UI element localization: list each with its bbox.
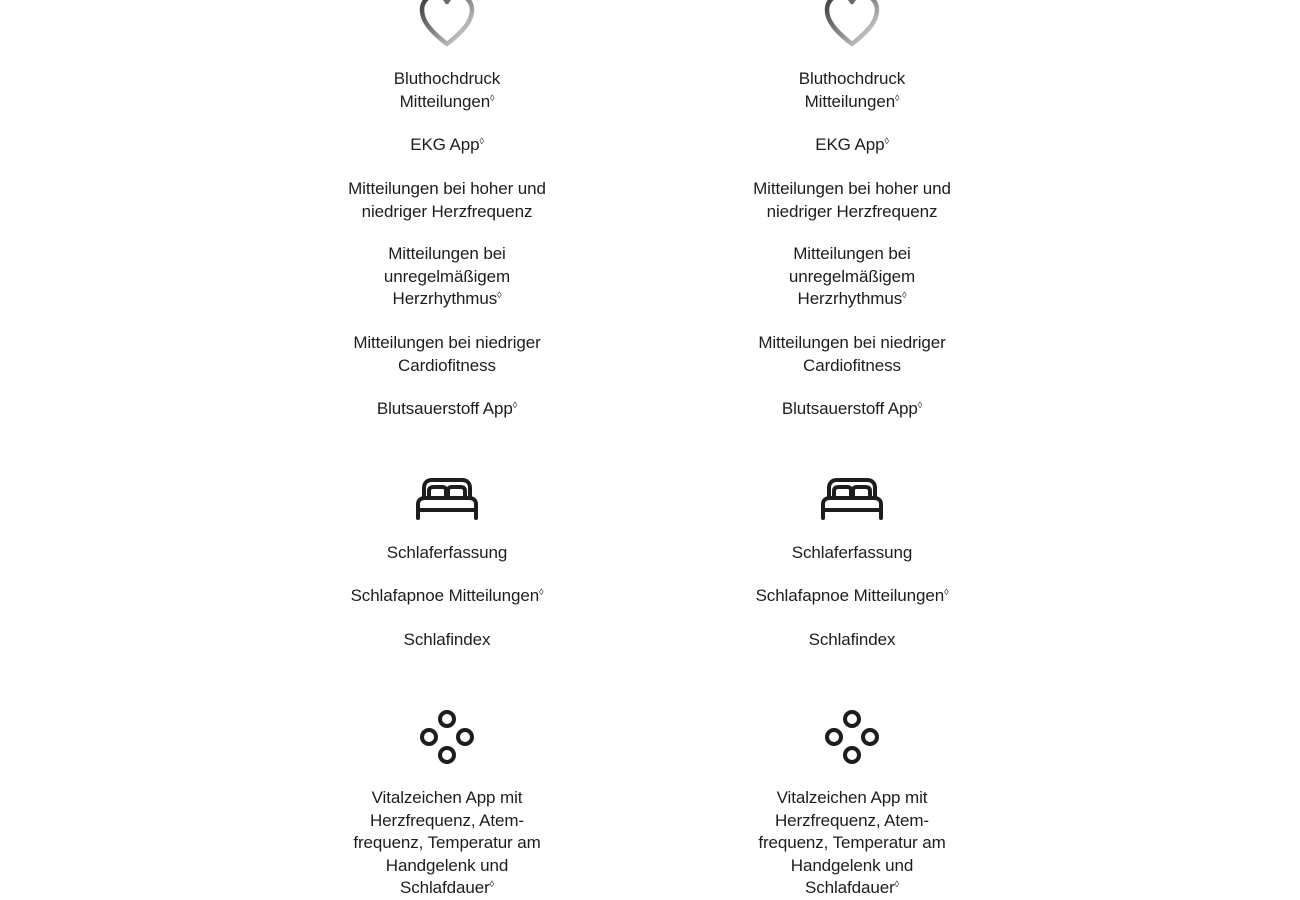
feature-ecg-app: EKG App◊: [815, 135, 889, 154]
feature-sleep-score: Schlafindex: [808, 630, 896, 649]
feature-blood-oxygen: Blutsauerstoff App◊: [781, 399, 923, 418]
feature-blood-pressure: Bluthochdruck Mitteilungen◊: [798, 69, 906, 111]
vitals-icon: [419, 709, 475, 765]
feature-sleep-tracking: Schlaferfassung: [791, 543, 913, 562]
feature-heart-rate-notifications: Mitteilungen bei hoher und niedriger Herzfrequenz: [348, 179, 546, 221]
feature-sleep-score: Schlafindex: [403, 630, 491, 649]
heart-icon: [419, 0, 475, 48]
feature-sleep-tracking: Schlaferfassung: [386, 543, 508, 562]
feature-blood-oxygen: Blutsauerstoff App◊: [376, 399, 518, 418]
feature-sleep-apnea: Schlafapnoe Mitteilungen◊: [350, 586, 544, 605]
feature-heart-rate-notifications: Mitteilungen bei hoher und niedriger Herzfrequenz: [753, 179, 951, 221]
feature-irregular-rhythm: Mitteilungen bei unregelmäßigem Herzrhythmus◊: [788, 244, 916, 308]
bed-icon: [819, 478, 885, 520]
feature-cardio-fitness: Mitteilungen bei niedriger Cardiofitness: [758, 333, 946, 375]
vitals-icon: [824, 709, 880, 765]
heart-icon: [824, 0, 880, 48]
feature-vitals-app: Vitalzeichen App mit Herzfrequenz, Atem- frequenz, Temperatur am Handgelenk und Schlafdauer◊: [758, 788, 946, 897]
feature-ecg-app: EKG App◊: [410, 135, 484, 154]
bed-icon: [414, 478, 480, 520]
feature-blood-pressure: Bluthochdruck Mitteilungen◊: [393, 69, 501, 111]
feature-irregular-rhythm: Mitteilungen bei unregelmäßigem Herzrhythmus◊: [383, 244, 511, 308]
feature-sleep-apnea: Schlafapnoe Mitteilungen◊: [755, 586, 949, 605]
feature-cardio-fitness: Mitteilungen bei niedriger Cardiofitness: [353, 333, 541, 375]
feature-vitals-app: Vitalzeichen App mit Herzfrequenz, Atem- frequenz, Temperatur am Handgelenk und Schlafdauer◊: [353, 788, 541, 897]
